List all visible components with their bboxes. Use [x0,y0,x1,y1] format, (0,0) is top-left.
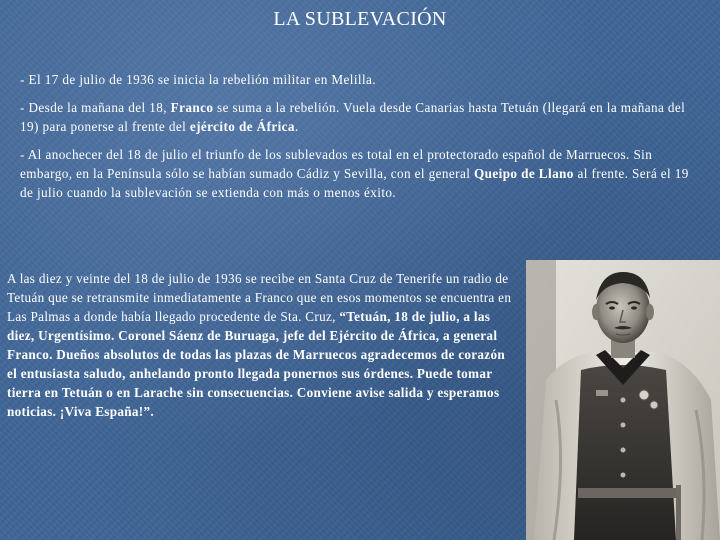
bullet-list [20,70,692,211]
bullet-text: . [294,119,299,134]
bullet-item-2 [20,98,692,136]
bold-franco: Franco [170,100,214,115]
bullet-text: se suma a la rebelión. Vuela desde Canarias hasta Tetuán (llegará en la mañana del 19) para ponerse al frente del [20,100,686,134]
slide-title: LA SUBLEVACIÓN [273,8,447,30]
franco-portrait-photo [526,260,720,540]
bullet-text: - Al anochecer del 18 de julio el triunfo de los sublevados es total en el protectorado español de Marruecos. Sin embargo, en la Península sólo se habían sumado Cádiz y Sevilla, con el general [20,147,653,181]
bullet-text: - El 17 de julio de 1936 se inicia la rebelión militar en Melilla. [20,72,376,87]
bullet-item-1 [20,70,692,89]
bold-queipo-de-llano: Queipo de Llano [473,166,574,181]
bold-ejercito-africa: ejército de África [189,119,295,134]
bullet-text: - Desde la mañana del 18, [20,100,171,115]
bullet-item-3 [20,145,692,202]
portrait-image [526,260,720,540]
telegram-intro: A las diez y veinte del 18 de julio de 1936 se recibe en Santa Cruz de Tenerife un radio de Tetuán que se retransmite inmediatamente a Franco que en esos momentos se encuentra en Las Palmas a donde había llegado procedente de Sta. Cruz, [7,271,512,324]
telegram-paragraph [7,269,512,421]
telegram-quote: “Tetuán, 18 de julio, a las diez, Urgentísimo. Coronel Sáenz de Buruaga, jefe del Ejército de África, a general Franco. Dueños absolutos de todas las plazas de Marruecos agradecemos de corazón el entusiasta saludo, anhelando pronto llegada ponernos sus órdenes. Puede tomar tierra en Tetuán o en Larache sin consecuencias. Conviene avise salida y esperamos noticias. ¡Viva España!”. [7,309,505,419]
bullet-text: al frente. Será el 19 de julio cuando la sublevación se extienda con más o menos éxito. [20,166,689,200]
